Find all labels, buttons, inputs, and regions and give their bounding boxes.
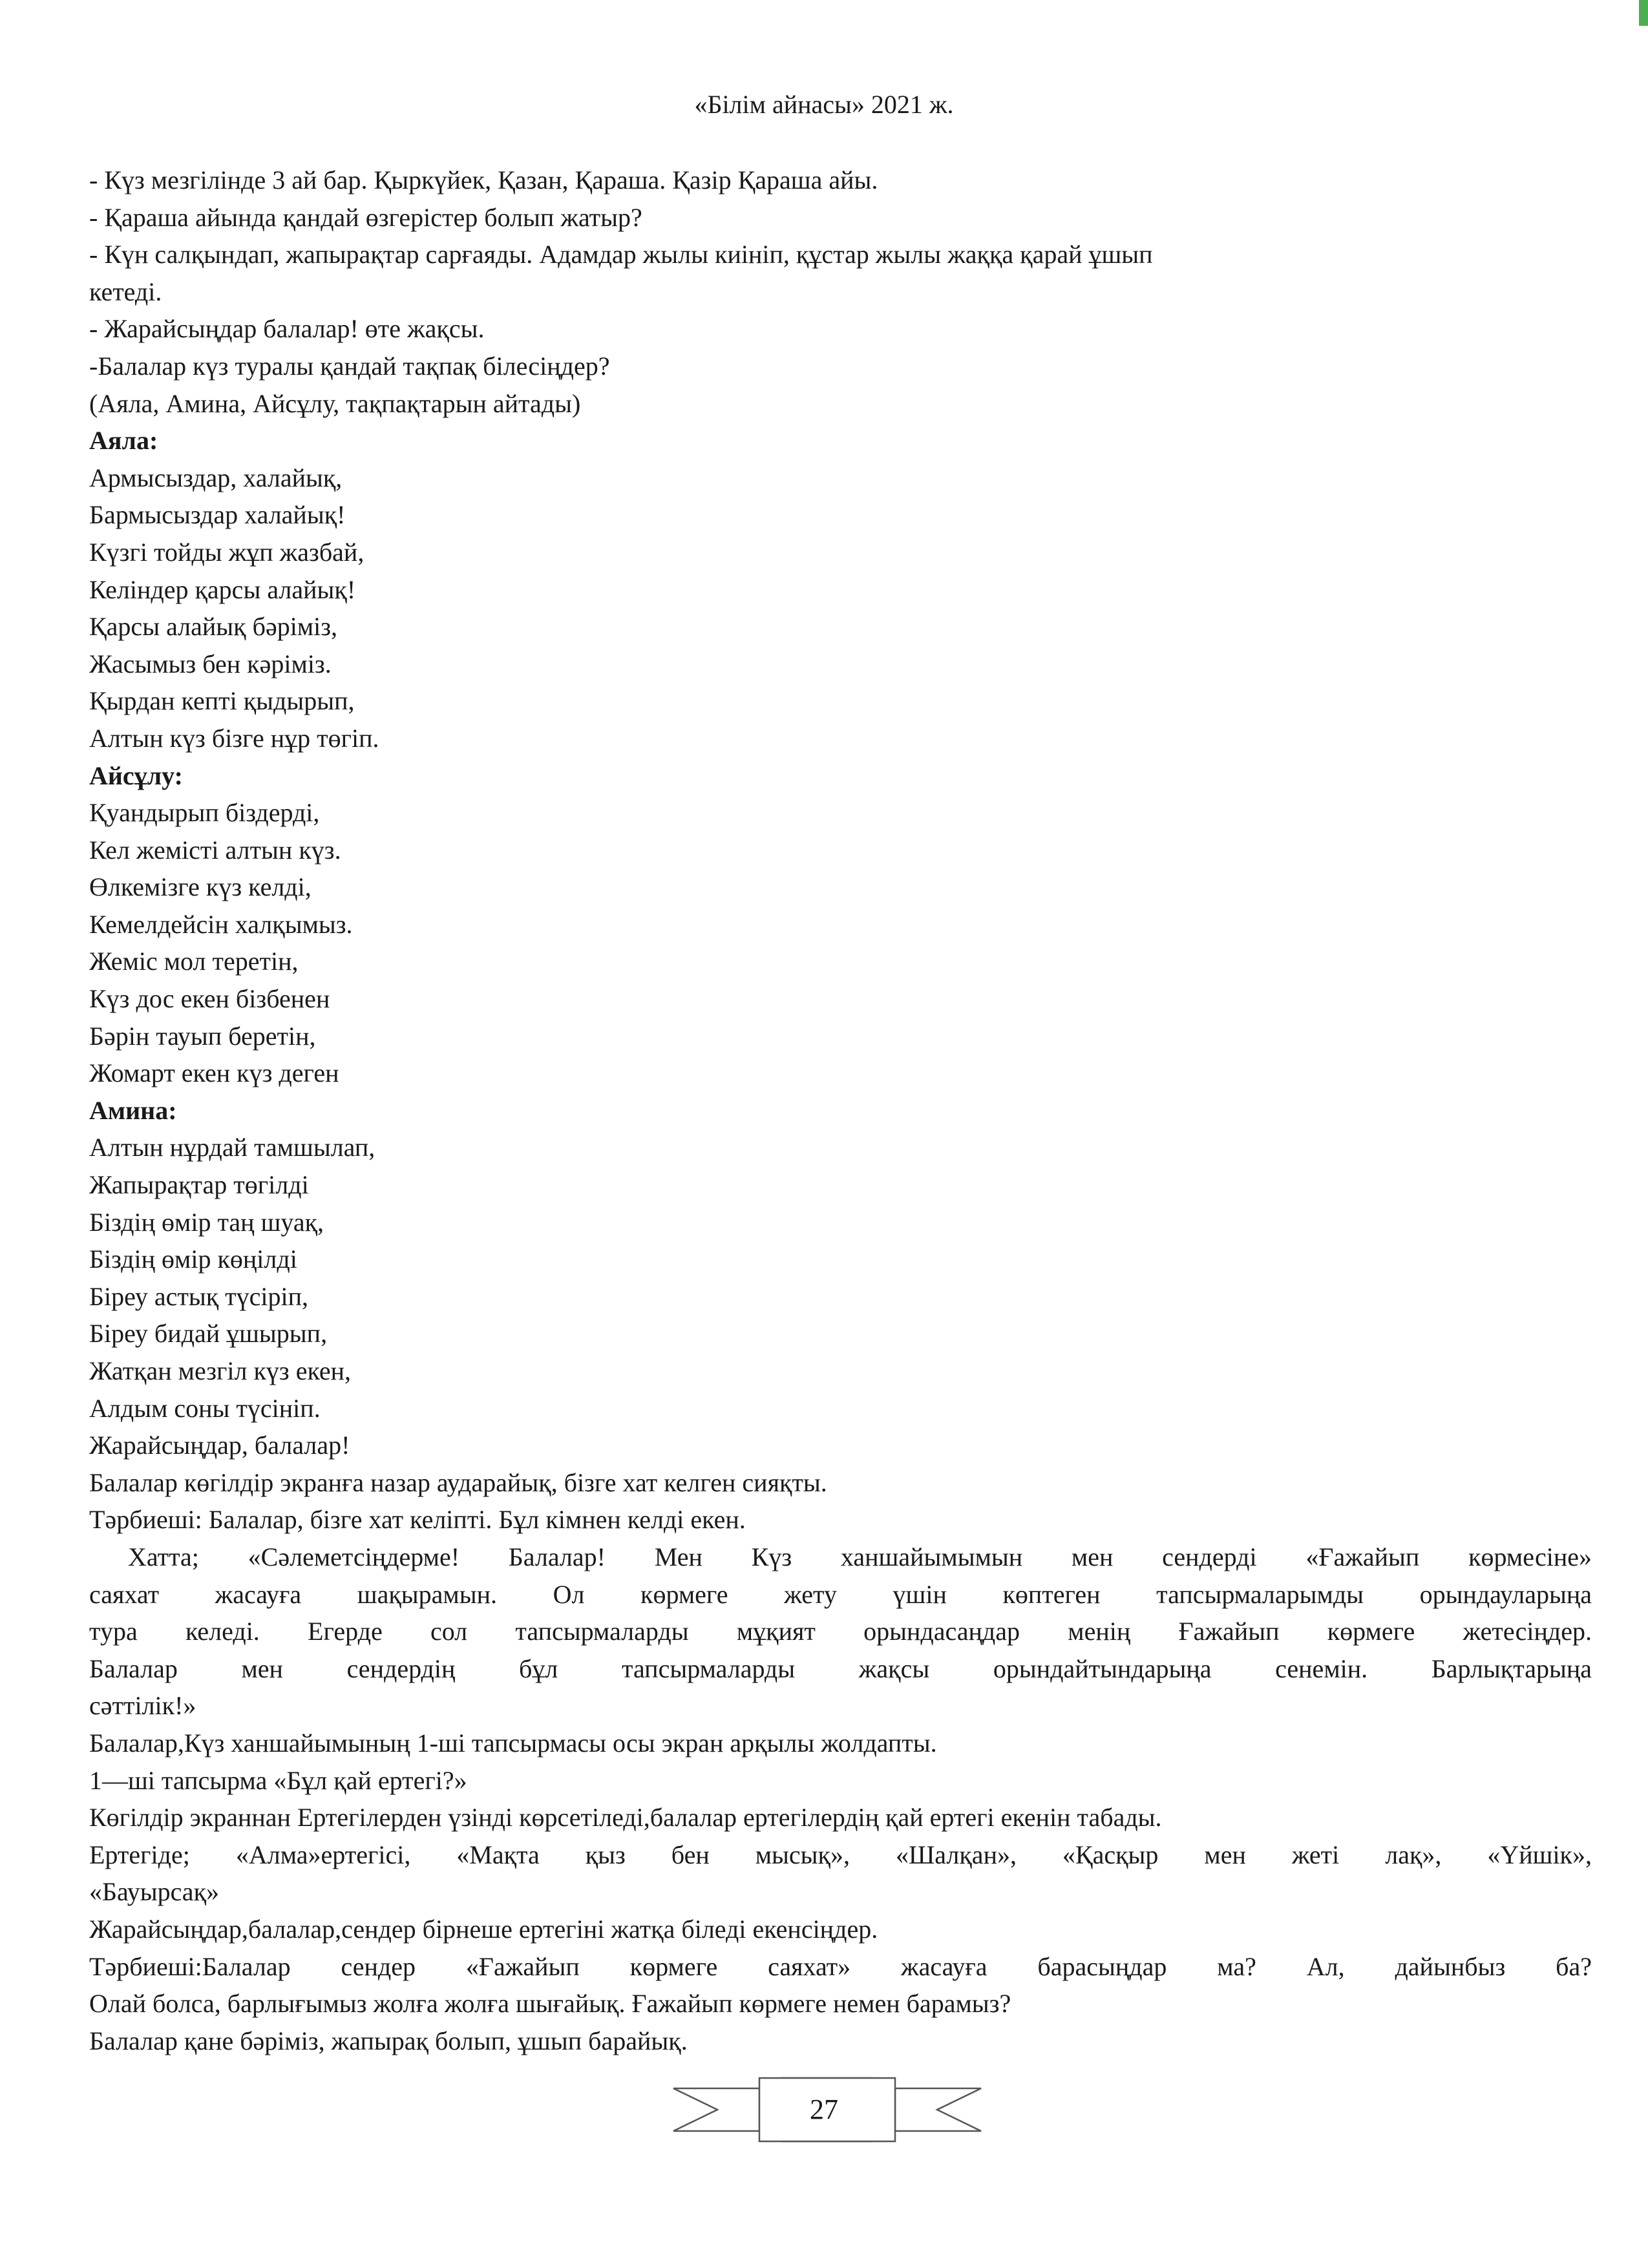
poem-line: Қырдан кепті қыдырып, bbox=[89, 686, 355, 716]
poem-line: Бармысыздар халайық! bbox=[89, 500, 346, 530]
text-line: Тәрбиеші: Балалар, бізге хат келіпті. Бұл кімнен келді екен. bbox=[89, 1505, 746, 1535]
poem-line: Алтын нұрдай тамшылап, bbox=[89, 1133, 375, 1162]
poem-line: Жасымыз бен кәріміз. bbox=[89, 649, 332, 678]
text-line: -Балалар күз туралы қандай тақпақ білесіңдер? bbox=[89, 351, 610, 381]
poem-line: Жатқан мезгіл күз екен, bbox=[89, 1356, 352, 1385]
text-line: «Бауырсақ» bbox=[89, 1877, 219, 1907]
page-header: «Білім айнасы» 2021 ж. bbox=[694, 90, 954, 119]
text-line: Тәрбиеші:Балалар сендер «Ғажайып көрмеге саяхат» жасауға барасыңдар ма? Ал, дайынбыз ба? bbox=[89, 1951, 1592, 1981]
poem-line: Жапырақтар төгілді bbox=[89, 1170, 309, 1200]
letter-line: тура келеді. Егерде сол тапсырмаларды мұқият орындасаңдар менің Ғажайып көрмеге жетесіңдер. bbox=[89, 1617, 1592, 1646]
text-line: - Қараша айында қандай өзгерістер болып жатыр? bbox=[89, 202, 642, 232]
text-line: Көгілдір экраннан Ертегілерден үзінді көрсетіледі,балалар ертегілердің қай ертегі екенін табады. bbox=[89, 1803, 1162, 1832]
poem-line: Біздің өмір таң шуақ, bbox=[89, 1207, 324, 1237]
text-line: Ертегіде; «Алма»ертегісі, «Мақта қыз бен мысық», «Шалқан», «Қасқыр мен жеті лақ», «Үйшік», bbox=[89, 1840, 1592, 1869]
poem-line: Алтын күз бізге нұр төгіп. bbox=[89, 723, 379, 753]
poem-line: Күзгі тойды жұп жазбай, bbox=[89, 537, 364, 567]
letter-line: Балалар мен сендердің бұл тапсырмаларды жақсы орындайтындарыңа сенемін. Барлықтарыңа bbox=[89, 1654, 1592, 1683]
poem-line: Кел жемісті алтын күз. bbox=[89, 835, 341, 865]
text-line: Балалар қане бәріміз, жапырақ болып, ұшып барайық. bbox=[89, 2026, 688, 2055]
poem-line: Армысыздар, халайық, bbox=[89, 463, 343, 492]
speaker-heading: Айсұлу: bbox=[89, 761, 183, 790]
poem-line: Жарайсыңдар, балалар! bbox=[89, 1431, 350, 1460]
poem-line: Алдым соны түсініп. bbox=[89, 1393, 321, 1423]
letter-line: сәттілік!» bbox=[89, 1691, 196, 1721]
text-line: (Аяла, Амина, Айсұлу, тақпақтарын айтады) bbox=[89, 388, 581, 418]
text-line: - Күн салқындап, жапырақтар сарғаяды. Адамдар жылы киініп, құстар жылы жаққа қарай ұшып bbox=[89, 240, 1153, 269]
poem-line: Күз дос екен бізбенен bbox=[89, 984, 330, 1014]
text-line: Балалар көгілдір экранға назар аударайық, бізге хат келген сияқты. bbox=[89, 1467, 827, 1497]
speaker-heading: Аяла: bbox=[89, 426, 158, 456]
document-body bbox=[89, 162, 1592, 2059]
page-footer bbox=[0, 2074, 1648, 2145]
page-number: 27 bbox=[810, 2094, 838, 2125]
poem-line: Қарсы алайық бәріміз, bbox=[89, 612, 338, 642]
text-line: Жарайсыңдар,балалар,сендер бірнеше ертегіні жатқа біледі екенсіңдер. bbox=[89, 1914, 878, 1944]
text-line: Олай болса, барлығымыз жолға жолға шығайық. Ғажайып көрмеге немен барамыз? bbox=[89, 1989, 1011, 2019]
poem-line: Кемелдейсін халқымыз. bbox=[89, 909, 353, 939]
corner-edge-mark bbox=[1639, 0, 1648, 26]
poem-line: Біреу астық түсіріп, bbox=[89, 1281, 309, 1311]
text-line: - Жарайсыңдар балалар! өте жақсы. bbox=[89, 314, 485, 344]
poem-line: Бәрін тауып беретін, bbox=[89, 1021, 316, 1051]
task-heading: 1—ші тапсырма «Бұл қай ертегі?» bbox=[89, 1765, 467, 1795]
text-line: - Күз мезгілінде 3 ай бар. Қыркүйек, Қазан, Қараша. Қазір Қараша айы. bbox=[89, 165, 878, 194]
text-line: Балалар,Күз ханшайымының 1-ші тапсырмасы осы экран арқылы жолдапты. bbox=[89, 1728, 937, 1758]
poem-line: Өлкемізге күз келді, bbox=[89, 872, 312, 902]
letter-line: саяхат жасауға шақырамын. Ол көрмеге жету үшін көптеген тапсырмаларымды орындауларыңа bbox=[89, 1579, 1592, 1609]
poem-line: Біреу бидай ұшырып, bbox=[89, 1319, 328, 1349]
letter-line: Хатта; «Сәлеметсіңдерме! Балалар! Мен Күз ханшайымымын мен сендерді «Ғажайып көрмесіне» bbox=[128, 1542, 1592, 1571]
speaker-heading: Амина: bbox=[89, 1095, 177, 1125]
poem-line: Келіндер қарсы алайық! bbox=[89, 574, 356, 604]
poem-line: Қуандырып біздерді, bbox=[89, 798, 320, 828]
poem-line: Жомарт екен күз деген bbox=[89, 1058, 339, 1088]
poem-line: Жеміс мол теретін, bbox=[89, 947, 299, 976]
poem-line: Біздің өмір көңілді bbox=[89, 1244, 297, 1274]
text-line: кетеді. bbox=[89, 277, 162, 306]
